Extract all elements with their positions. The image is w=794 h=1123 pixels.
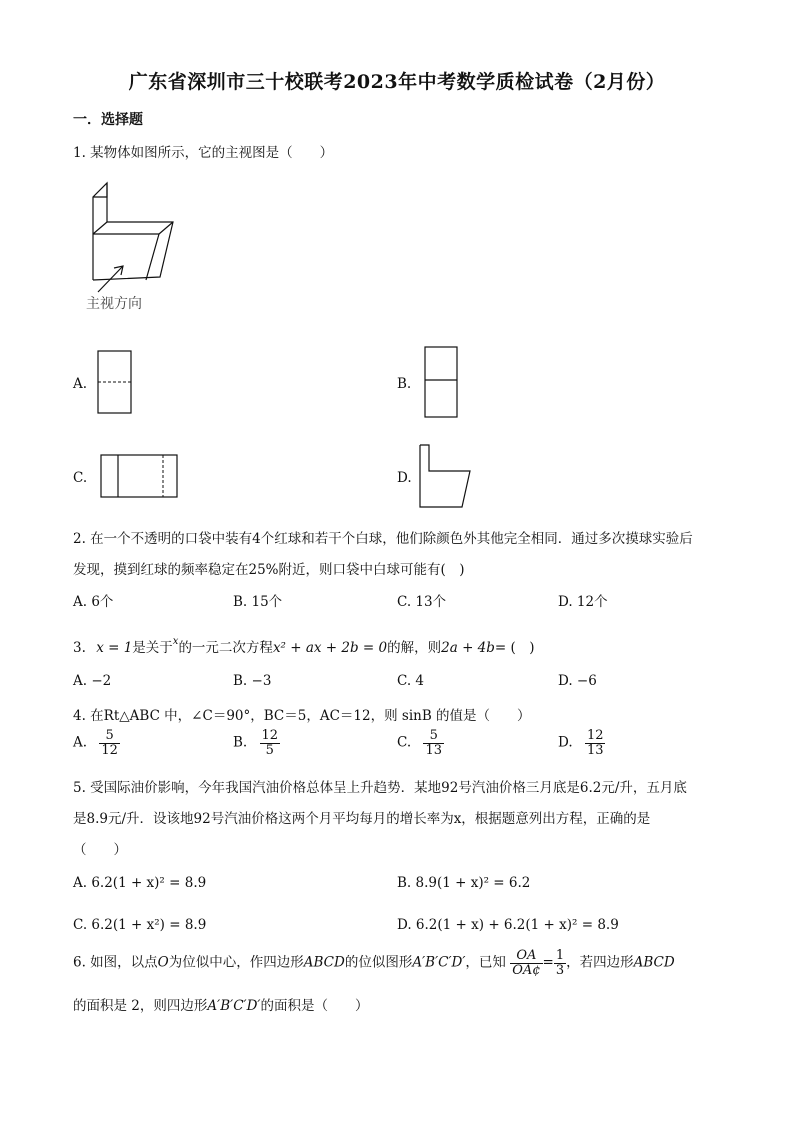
q2-option-a[interactable]: A. 6个 <box>73 594 114 610</box>
q1-option-b-label[interactable]: B. <box>397 376 412 392</box>
q3-number: 3. <box>73 640 86 656</box>
q3-option-a[interactable]: A. −2 <box>73 673 112 689</box>
q6-ratio-fraction <box>510 949 542 977</box>
question-4-stem: 4. 在Rt△ABC 中，∠C＝90°，BC＝5，AC＝12，则 sinB 的值是（ ） <box>73 708 531 724</box>
q1-option-a-label[interactable]: A. <box>73 376 88 392</box>
q6-text-3: 的位似图形 <box>344 954 413 971</box>
q6-equals: = <box>542 954 554 971</box>
q3-variable: x <box>172 636 179 647</box>
q4-option-d-letter: D. <box>558 734 573 751</box>
question-3-stem <box>73 636 535 656</box>
q3-text-2: 的一元二次方程 <box>178 640 273 656</box>
q6-text-6: 的面积是 2，则四边形 <box>73 998 208 1014</box>
q6-value-fraction <box>554 949 566 977</box>
q6-text-4: ，已知 <box>465 954 506 971</box>
question-6-line-1 <box>73 949 675 977</box>
q1-option-b-figure <box>424 346 460 420</box>
section-heading: 一．选择题 <box>73 112 143 128</box>
q3-text-4: = ( ) <box>494 640 535 656</box>
q3-option-b[interactable]: B. −3 <box>233 673 272 689</box>
fraction-numerator: 1 <box>555 948 565 963</box>
question-5-line-3: （ ） <box>73 842 127 858</box>
q3-text-1: 是关于 <box>132 640 173 656</box>
fraction-denominator: 13 <box>425 742 442 758</box>
q4-option-c-letter: C. <box>397 734 412 751</box>
q3-expression: 2a + 4b <box>441 640 495 656</box>
question-2-line-2: 发现，摸到红球的频率稳定在25%附近，则口袋中白球可能有( ) <box>73 562 465 578</box>
q3-option-c[interactable]: C. 4 <box>397 673 425 689</box>
q1-solid-figure <box>80 180 190 315</box>
q4-option-a-fraction <box>99 729 120 757</box>
question-5-line-2: 是8.9元/升．设该地92号汽油价格这两个月平均每月的增长率为x，根据题意列出方程，正确的是 <box>73 811 651 827</box>
q6-quad-4: A′B′C′D′ <box>207 998 261 1014</box>
q6-quad-1: ABCD <box>303 954 345 971</box>
q6-quad-3: ABCD <box>633 954 675 971</box>
fraction-denominator: 3 <box>555 962 565 978</box>
q6-text-2: 为位似中心，作四边形 <box>168 954 304 971</box>
q3-equation: x² + ax + 2b = 0 <box>272 640 388 656</box>
q5-option-a[interactable]: A. 6.2(1 + x)² = 8.9 <box>73 875 207 891</box>
q4-option-b-fraction <box>260 729 281 757</box>
fraction-numerator: 12 <box>586 728 604 743</box>
q4-option-b-letter: B. <box>233 734 248 751</box>
q1-option-d-figure <box>418 443 474 511</box>
q3-option-d[interactable]: D. −6 <box>558 673 597 689</box>
q3-condition: x = 1 <box>96 640 133 656</box>
q4-option-d-fraction <box>585 729 606 757</box>
fraction-denominator: OA¢ <box>512 962 541 978</box>
q2-option-b[interactable]: B. 15个 <box>233 594 283 610</box>
page-title: 广东省深圳市三十校联考2023年中考数学质检试卷（2月份） <box>128 71 666 93</box>
q3-text-3: 的解，则 <box>387 640 442 656</box>
q4-option-a[interactable] <box>73 729 120 757</box>
q1-option-c-label[interactable]: C. <box>73 470 88 486</box>
fraction-numerator: 5 <box>423 729 444 744</box>
q6-text-7: 的面积是（ ） <box>260 998 369 1014</box>
fraction-denominator: 5 <box>265 742 274 758</box>
q5-option-b[interactable]: B. 8.9(1 + x)² = 6.2 <box>397 875 531 891</box>
q6-text-5: ，若四边形 <box>566 954 634 971</box>
q4-option-c[interactable] <box>397 729 444 757</box>
question-2-line-1: 2. 在一个不透明的口袋中装有4个红球和若干个白球，他们除颜色外其他完全相同．通过多次摸球实验后 <box>73 531 693 547</box>
question-5-line-1: 5. 受国际油价影响，今年我国汽油价格总体呈上升趋势．某地92号汽油价格三月底是6.2元/升，五月底 <box>73 780 687 796</box>
q1-option-d-label[interactable]: D. <box>397 470 412 486</box>
question-1-stem: 1. 某物体如图所示，它的主视图是（ ） <box>73 145 334 161</box>
figure-label: 主视方向 <box>86 296 142 312</box>
fraction-denominator: 12 <box>101 742 118 758</box>
q6-quad-2: A′B′C′D′ <box>412 954 466 971</box>
q5-option-d[interactable]: D. 6.2(1 + x) + 6.2(1 + x)² = 8.9 <box>397 917 619 933</box>
question-6-line-2 <box>73 994 368 1014</box>
q1-option-c-figure <box>100 454 180 500</box>
q6-text-1: 6. 如图，以点 <box>73 954 158 971</box>
fraction-numerator: OA <box>510 949 542 964</box>
q1-option-a-figure <box>97 350 133 416</box>
q4-option-d[interactable] <box>558 729 605 757</box>
q4-option-b[interactable] <box>233 729 280 757</box>
fraction-numerator: 5 <box>99 729 120 744</box>
q2-option-c[interactable]: C. 13个 <box>397 594 447 610</box>
q5-option-c[interactable]: C. 6.2(1 + x²) = 8.9 <box>73 917 207 933</box>
fraction-denominator: 13 <box>586 742 604 758</box>
q6-center-point: O <box>157 954 169 971</box>
q4-option-a-letter: A. <box>73 734 88 751</box>
q2-option-d[interactable]: D. 12个 <box>558 594 608 610</box>
fraction-numerator: 12 <box>261 728 279 743</box>
q4-option-c-fraction <box>423 729 444 757</box>
